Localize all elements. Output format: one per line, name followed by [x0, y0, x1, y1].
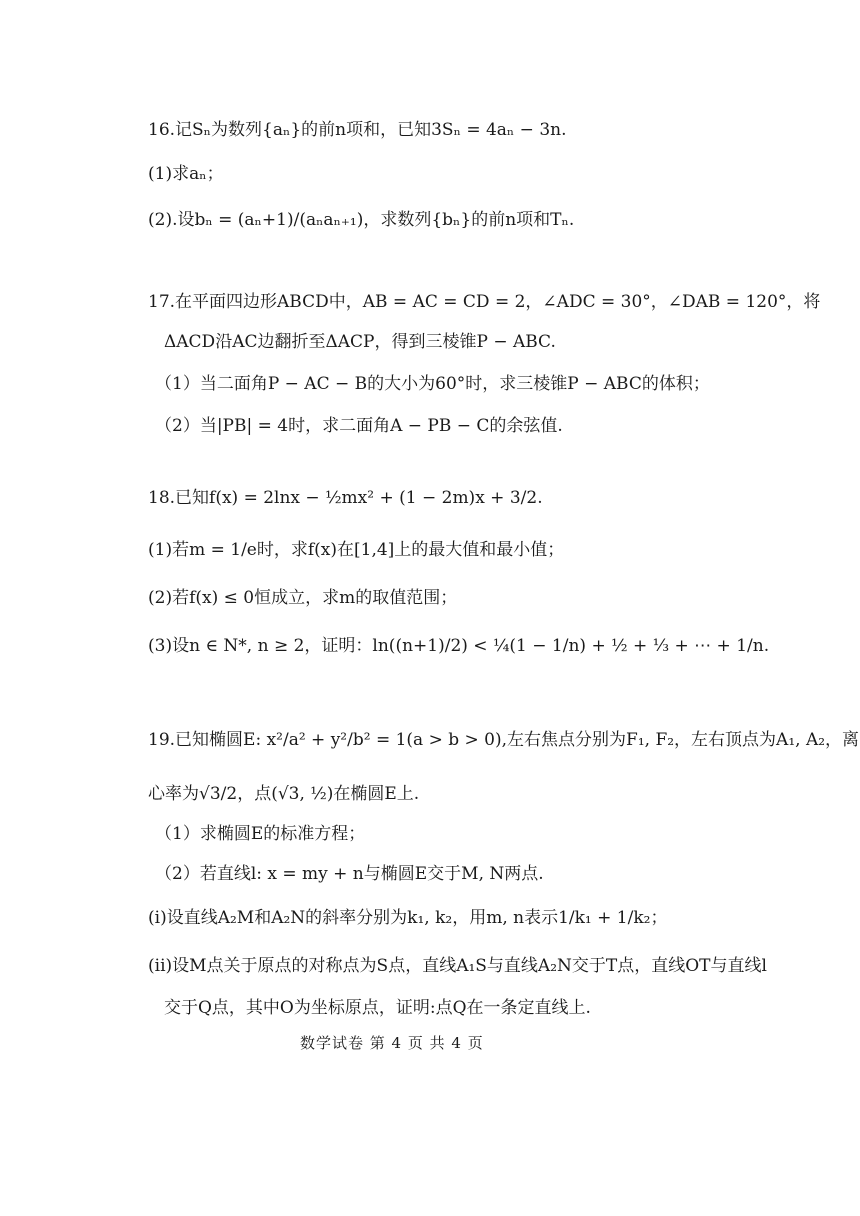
problem-18-part-1: (1)若m = 1/e时，求f(x)在[1,4]上的最大值和最小值； [148, 540, 565, 560]
problem-16-part-1: (1)求aₙ； [148, 164, 224, 184]
page-footer: 数学试卷 第 4 页 共 4 页 [300, 1034, 484, 1052]
problem-17-stem-line-1: 17.在平面四边形ABCD中，AB = AC = CD = 2，∠ADC = 30°，∠DAB = 120°，将 [148, 292, 821, 312]
problem-17-part-2: （2）当|PB| = 4时，求二面角A − PB − C的余弦值. [155, 416, 563, 436]
problem-19-stem-line-2: 心率为√3/2，点(√3, ½)在椭圆E上. [148, 784, 420, 804]
problem-16-stem: 16.记Sₙ为数列{aₙ}的前n项和，已知3Sₙ = 4aₙ − 3n. [148, 120, 567, 140]
problem-19-part-2-i: (i)设直线A₂M和A₂N的斜率分别为k₁, k₂，用m, n表示1/k₁ + 1/k₂； [148, 908, 668, 928]
problem-17-stem-line-2: ΔACD沿AC边翻折至ΔACP，得到三棱锥P − ABC. [164, 332, 556, 352]
problem-19-part-2-ii-line-1: (ii)设M点关于原点的对称点为S点，直线A₁S与直线A₂N交于T点，直线OT与直线l [148, 956, 767, 976]
problem-18-stem: 18.已知f(x) = 2lnx − ½mx² + (1 − 2m)x + 3/2. [148, 488, 543, 508]
problem-19-part-2: （2）若直线l: x = my + n与椭圆E交于M, N两点. [155, 864, 544, 884]
problem-16-part-2: (2).设bₙ = (aₙ+1)/(aₙaₙ₊₁)，求数列{bₙ}的前n项和Tₙ. [148, 210, 575, 230]
problem-19-stem-line-1: 19.已知椭圆E: x²/a² + y²/b² = 1(a > b > 0),左右焦点分别为F₁, F₂，左右顶点为A₁, A₂，离 [148, 730, 860, 750]
problem-18-part-2: (2)若f(x) ≤ 0恒成立，求m的取值范围； [148, 588, 458, 608]
problem-18-part-3: (3)设n ∈ N*, n ≥ 2，证明：ln((n+1)/2) < ¼(1 − 1/n) + ½ + ⅓ + ⋯ + 1/n. [148, 636, 770, 656]
problem-17-part-1: （1）当二面角P − AC − B的大小为60°时，求三棱锥P − ABC的体积； [155, 374, 710, 394]
problem-19-part-1: （1）求椭圆E的标准方程； [155, 824, 366, 844]
problem-19-part-2-ii-line-2: 交于Q点，其中O为坐标原点，证明:点Q在一条定直线上. [164, 998, 591, 1018]
